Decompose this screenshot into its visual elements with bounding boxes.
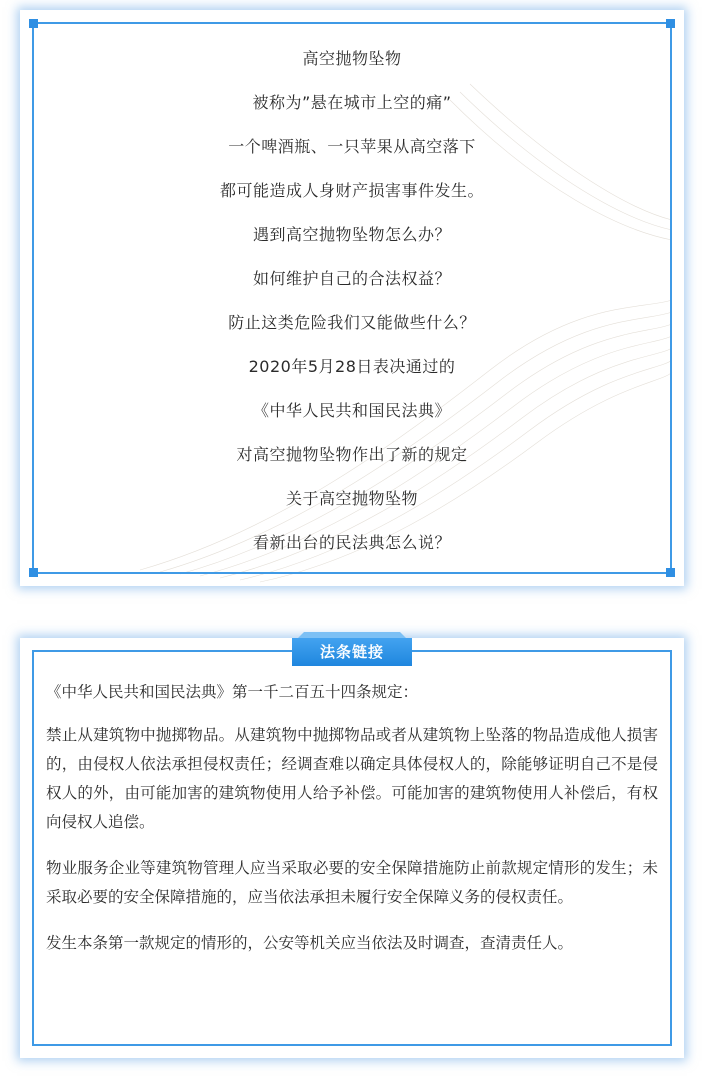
frame-corner	[666, 19, 675, 28]
intro-card	[20, 10, 684, 586]
law-paragraph: 发生本条第一款规定的情形的，公安等机关应当依法及时调查，查清责任人。	[46, 934, 574, 952]
intro-line: 关于高空抛物坠物	[285, 489, 418, 508]
law-heading: 《中华人民共和国民法典》第一千二百五十四条规定：	[46, 683, 419, 701]
intro-line: 如何维护自己的合法权益？	[252, 269, 451, 288]
badge-label: 法条链接	[292, 638, 412, 666]
intro-line: 对高空抛物坠物作出了新的规定	[236, 445, 468, 464]
law-card	[20, 638, 684, 1058]
intro-line: 遇到高空抛物坠物怎么办？	[252, 225, 451, 244]
intro-line: 2020年5月28日表决通过的	[248, 357, 456, 376]
intro-line: 一个啤酒瓶、一只苹果从高空落下	[228, 137, 476, 156]
intro-line: 防止这类危险我们又能做些什么？	[228, 313, 476, 332]
intro-line: 《中华人民共和国民法典》	[252, 401, 451, 420]
intro-line: 都可能造成人身财产损害事件发生。	[219, 181, 484, 200]
frame-corner	[29, 19, 38, 28]
intro-text	[20, 37, 684, 565]
law-text	[46, 678, 658, 975]
law-paragraph: 禁止从建筑物中抛掷物品。从建筑物中抛掷物品或者从建筑物上坠落的物品造成他人损害的，由侵权人依法承担侵权责任；经调查难以确定具体侵权人的，除能够证明自己不是侵权人的外，由可能加害的建筑物使用人给予补偿。可能加害的建筑物使用人补偿后，有权向侵权人追偿。	[46, 726, 658, 831]
section-badge	[292, 632, 412, 666]
frame-corner	[666, 568, 675, 577]
intro-line: 高空抛物坠物	[302, 49, 402, 68]
law-paragraph: 物业服务企业等建筑物管理人应当采取必要的安全保障措施防止前款规定情形的发生；未采取必要的安全保障措施的，应当依法承担未履行安全保障义务的侵权责任。	[46, 859, 658, 906]
intro-line: 看新出台的民法典怎么说？	[252, 533, 451, 552]
frame-corner	[29, 568, 38, 577]
intro-line: 被称为”悬在城市上空的痛”	[252, 93, 452, 112]
